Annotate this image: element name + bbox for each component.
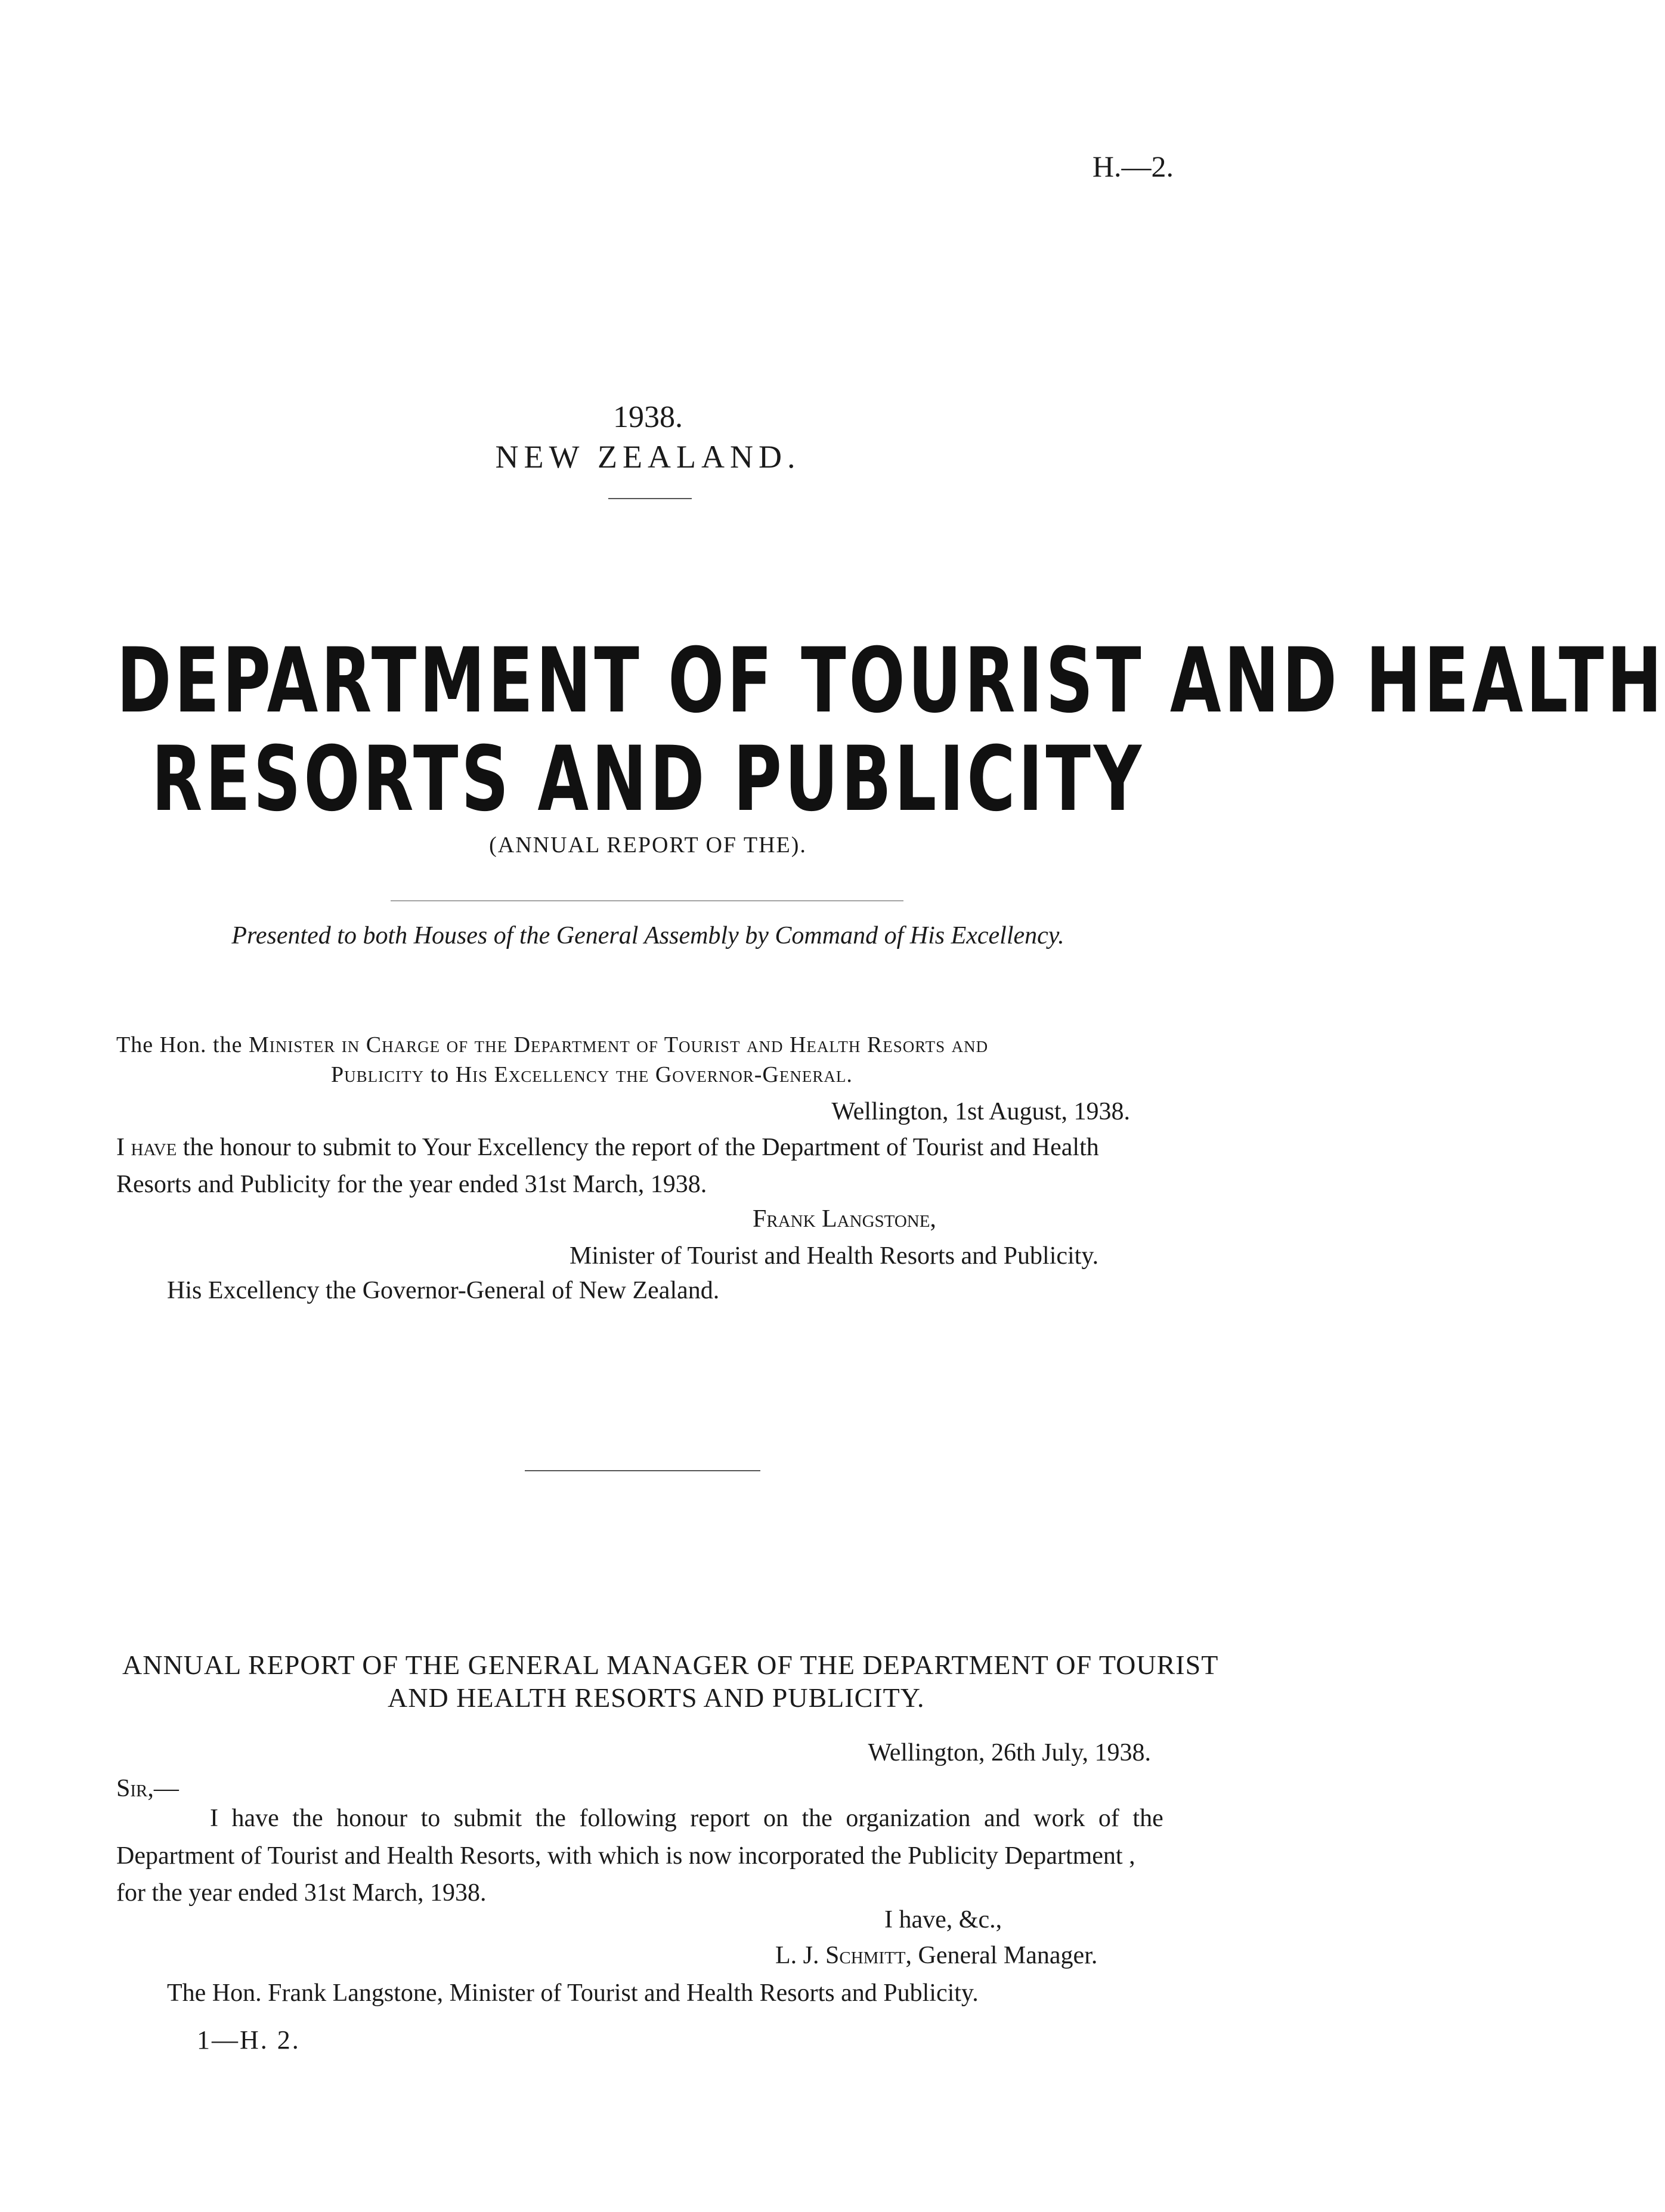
country-name: NEW ZEALAND. bbox=[495, 439, 801, 475]
report-body-line-3: for the year ended 31st March, 1938. bbox=[116, 1879, 487, 1907]
letter-signatory: Frank Langstone, bbox=[753, 1205, 936, 1233]
body-text: the honour to submit to Your Excellency the report of the Department of Tourist and Health bbox=[177, 1134, 1099, 1161]
signatory-title: , General Manager. bbox=[905, 1942, 1098, 1969]
address-governor: His Excellency the Governor-General. bbox=[455, 1062, 853, 1087]
divider-rule bbox=[608, 498, 692, 499]
report-heading-line-2: AND HEALTH RESORTS AND PUBLICITY. bbox=[388, 1682, 925, 1713]
document-subtitle: (ANNUAL REPORT OF THE). bbox=[489, 833, 807, 858]
address-to: to bbox=[424, 1062, 456, 1087]
signatory-name: L. J. Schmitt bbox=[775, 1942, 906, 1969]
address-prefix: The Hon. the bbox=[116, 1032, 249, 1057]
report-salutation: Sir,— bbox=[116, 1775, 179, 1802]
letter-body-line-2: Resorts and Publicity for the year ended 31st March, 1938. bbox=[116, 1171, 707, 1198]
report-body-line-2: Department of Tourist and Health Resorts, with which is now incorporated the Publicity Department , bbox=[116, 1842, 1135, 1870]
page-number: H.—2. bbox=[1092, 150, 1174, 183]
report-heading-line-1: ANNUAL REPORT OF THE GENERAL MANAGER OF THE DEPARTMENT OF TOURIST bbox=[122, 1650, 1219, 1680]
letter-address-line-2 bbox=[331, 1062, 853, 1088]
divider-rule bbox=[525, 1470, 760, 1471]
sheet-mark: 1—H. 2. bbox=[197, 2025, 301, 2055]
letter-place-date: Wellington, 1st August, 1938. bbox=[831, 1098, 1130, 1125]
letter-address-line-1 bbox=[116, 1032, 988, 1058]
address-minister: Minister in Charge of the Department of Tourist and Health Resorts and bbox=[248, 1032, 989, 1057]
letter-recipient: His Excellency the Governor-General of New Zealand. bbox=[167, 1277, 720, 1304]
report-place-date: Wellington, 26th July, 1938. bbox=[868, 1739, 1151, 1766]
letter-body-line-1 bbox=[116, 1133, 1099, 1162]
letter-signatory-title: Minister of Tourist and Health Resorts and Publicity. bbox=[570, 1242, 1099, 1270]
presented-statement: Presented to both Houses of the General Assembly by Command of His Excellency. bbox=[231, 922, 1064, 949]
report-year: 1938. bbox=[613, 400, 683, 434]
body-opening: I have bbox=[116, 1134, 177, 1161]
document-title-line-1: DEPARTMENT OF TOURIST AND HEALTH bbox=[116, 629, 1665, 733]
report-recipient: The Hon. Frank Langstone, Minister of Tourist and Health Resorts and Publicity. bbox=[167, 1979, 979, 2007]
report-signatory bbox=[775, 1941, 1097, 1970]
address-publicity: Publicity bbox=[331, 1062, 425, 1087]
report-closing: I have, &c., bbox=[884, 1906, 1002, 1933]
report-body-line-1: I have the honour to submit the following report on the organization and work of the bbox=[210, 1805, 1163, 1832]
document-title-line-2: RESORTS AND PUBLICITY bbox=[151, 728, 1144, 831]
